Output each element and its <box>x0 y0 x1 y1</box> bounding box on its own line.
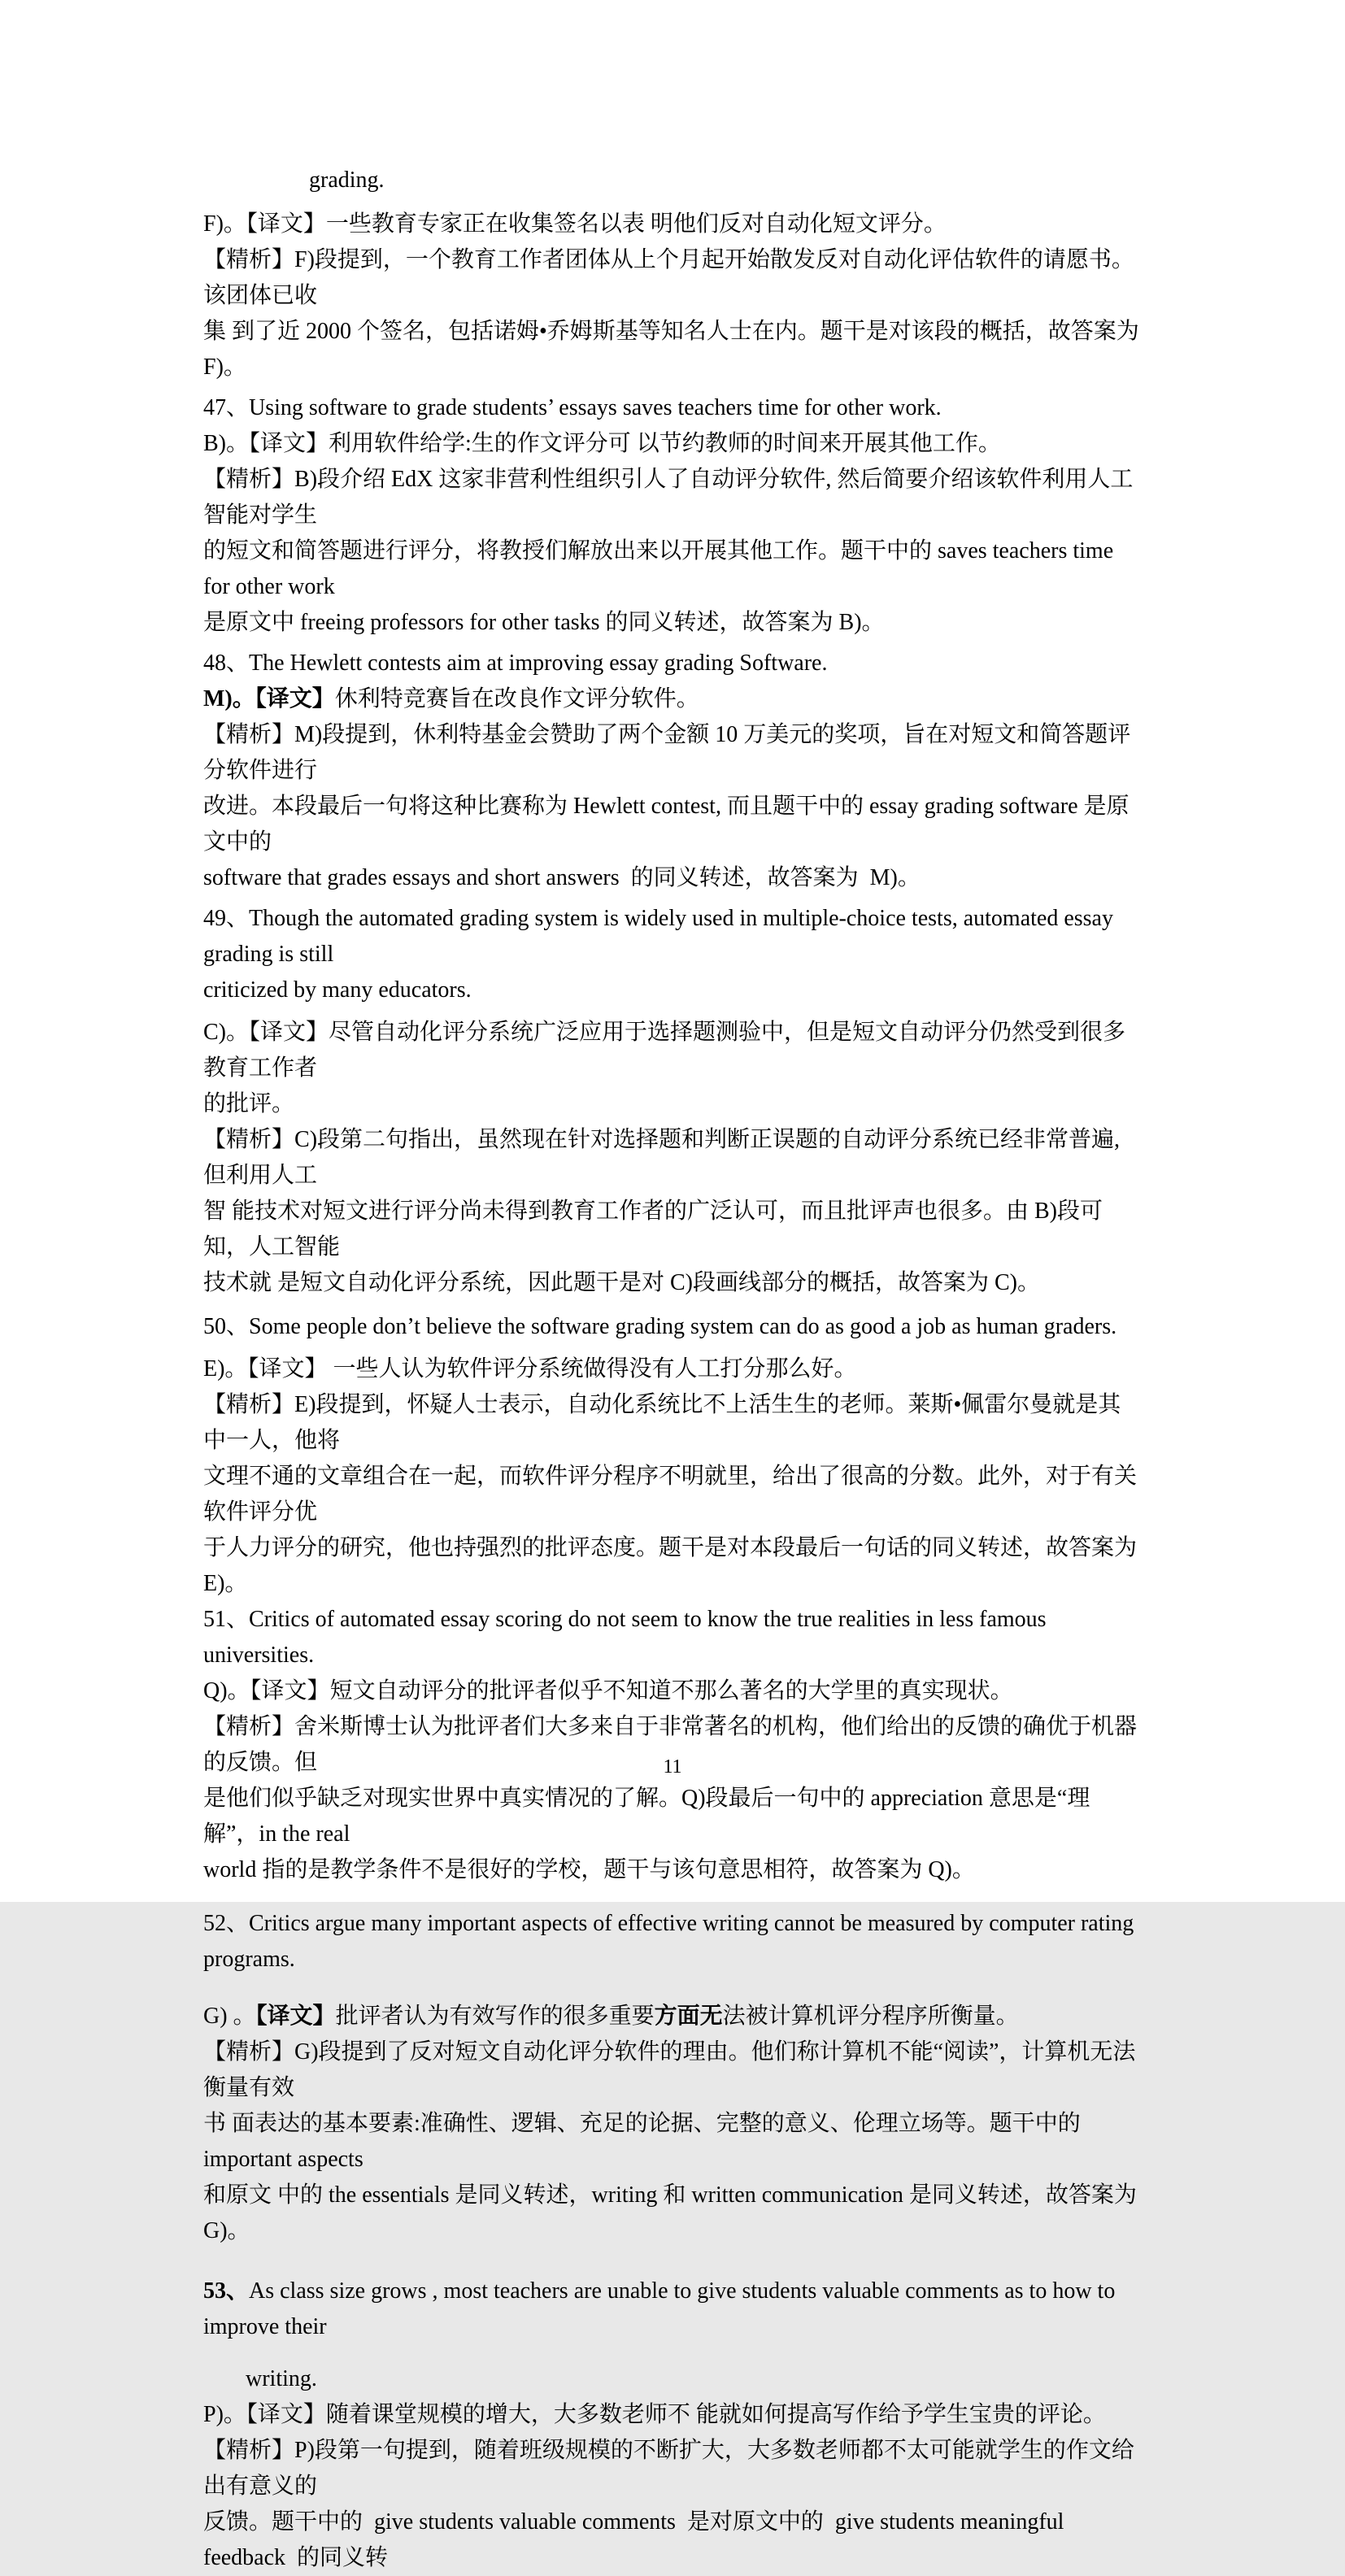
text-segment: 书 面表达的基本要素:准确性、逻辑、充足的论据、完整的意义、伦理立场等。题干中的 important aspects <box>203 2111 1086 2172</box>
text-segment: world 指的是教学条件不是很好的学校，题干与该句意思相符，故答案为 Q)。 <box>203 1857 975 1882</box>
text-segment: 和原文 中的 the essentials 是同义转述，writing 和 written communication 是同义转述，故答案为 G)。 <box>203 2182 1143 2243</box>
text-line <box>203 2178 1143 2249</box>
document-body <box>203 163 1143 2576</box>
text-segment: writing. <box>246 2366 317 2391</box>
text-segment: 休利特竞赛旨在改良作文评分软件。 <box>334 686 699 711</box>
text-segment-bold: 【译文】 <box>255 2004 336 2029</box>
text-segment: Q)。 <box>203 1678 250 1704</box>
text-line <box>203 390 1143 426</box>
text-segment: M)段提到，休利特基金会赞助了两个金额 10 万美元的奖项，旨在对短文和简答题评分软件进行 <box>203 722 1131 783</box>
text-line <box>203 2106 1143 2178</box>
text-line <box>203 163 1143 198</box>
text-segment: 【精析】 <box>203 1127 295 1152</box>
text-line <box>203 646 1143 681</box>
text-segment: software that grades essays and short answers 的同义转述，故答案为 M)。 <box>203 865 921 890</box>
text-line <box>203 1265 1143 1301</box>
text-line <box>203 1015 1143 1086</box>
text-line <box>203 1852 1143 1888</box>
text-line <box>203 1906 1143 1978</box>
text-line <box>203 1999 1143 2034</box>
text-line <box>203 426 1143 462</box>
text-segment: 51、Critics of automated essay scoring do not seem to know the true realities in less famous universities. <box>203 1607 1052 1668</box>
text-segment: 【精析】 <box>203 722 295 747</box>
text-segment: F)。 <box>203 211 246 237</box>
text-segment: 【精析】 <box>203 1714 295 1739</box>
text-segment: 舍米斯博士认为批评者们大多来自于非常著名的机构，他们给出的反馈的确优于机器的反馈。但 <box>203 1714 1138 1775</box>
text-segment: 【精析】 <box>203 2438 295 2463</box>
text-segment: C)段第二句指出，虽然现在针对选择题和判断正误题的自动评分系统已经非常普遍, 但利用人工 <box>203 1127 1126 1188</box>
text-segment: 【译文】 <box>247 1356 328 1382</box>
text-segment: 智 能技术对短文进行评分尚未得到教育工作者的广泛认可，而且批评声也很多。由 B)段可知，人工智能 <box>203 1199 1103 1260</box>
text-line <box>203 2504 1143 2576</box>
text-segment: 是他们似乎缺乏对现实世界中真实情况的了解。Q)段最后一句中的 appreciation 意思是“理解”，in the real <box>203 1786 1090 1847</box>
text-segment: 48、The Hewlett contests aim at improving essay grading Software. <box>203 651 828 676</box>
text-segment-bold: M)。【译文】 <box>203 686 335 711</box>
text-segment: B)段介绍 EdX 这家非营利性组织引人了自动评分软件, 然后简要介绍该软件利用人工智能对学生 <box>203 467 1134 528</box>
text-segment: 的批评。 <box>203 1091 295 1116</box>
text-segment: 的短文和简答题进行评分，将教授们解放出来以开展其他工作。题干中的 saves teachers time for other work <box>203 538 1120 599</box>
text-segment-bold: 53、 <box>203 2278 250 2304</box>
text-line <box>203 242 1143 314</box>
text-segment: B)。 <box>203 431 250 456</box>
text-segment: 随着课堂规模的增大，大多数老师不 能就如何提高写作给予学生宝贵的评论。 <box>325 2402 1106 2427</box>
text-line <box>203 1387 1143 1459</box>
text-line <box>203 2034 1143 2106</box>
text-segment: 文理不通的文章组合在一起，而软件评分程序不明就里，给出了很高的分数。此外，对于有关软件评分优 <box>203 1464 1138 1525</box>
text-segment: 技术就 是短文自动化评分系统，因此题干是对 C)段画线部分的概括，故答案为 C)。 <box>203 1270 1041 1295</box>
text-line <box>203 1194 1143 1265</box>
page-number: 11 <box>663 1756 682 1778</box>
text-line <box>203 2361 1143 2397</box>
text-line <box>203 1602 1143 1673</box>
text-segment: As class size grows , most teachers are unable to give students valuable comments as to how to improve their <box>203 2278 1121 2339</box>
text-line <box>203 901 1143 973</box>
text-segment: 是原文中 freeing professors for other tasks 的同义转述，故答案为 B)。 <box>203 610 885 635</box>
text-segment: 【精析】 <box>203 1392 295 1417</box>
text-segment: 52、Critics argue many important aspects of effective writing cannot be measured by computer rating programs. <box>203 1911 1140 1972</box>
text-line <box>203 1530 1143 1602</box>
text-line <box>203 2274 1143 2345</box>
text-segment: 【精析】 <box>203 467 295 492</box>
text-line <box>203 789 1143 860</box>
text-line <box>203 462 1143 533</box>
text-segment: 【译文】 <box>246 2402 326 2427</box>
text-segment: 批评者认为有效写作的很多重要 <box>335 2004 655 2029</box>
text-line <box>203 207 1143 242</box>
text-segment: G)段提到了反对短文自动化评分软件的理由。他们称计算机不能“阅读”，计算机无法衡量有效 <box>203 2039 1136 2100</box>
text-line <box>203 717 1143 789</box>
text-line <box>203 1351 1143 1387</box>
text-line <box>203 533 1143 605</box>
text-segment: P)。 <box>203 2402 246 2427</box>
text-segment: 【精析】 <box>203 2039 295 2065</box>
text-line <box>203 973 1143 1008</box>
text-segment: 短文自动评分的批评者似乎不知道不那么著名的大学里的真实现状。 <box>329 1678 1013 1704</box>
text-segment: 利用软件给学:生的作文评分可 以节约教师的时间来开展其他工作。 <box>329 431 1001 456</box>
text-segment: 【精析】 <box>203 247 295 272</box>
text-line <box>203 1673 1143 1709</box>
text-segment: criticized by many educators. <box>203 977 472 1003</box>
text-segment: P)段第一句提到，随着班级规模的不断扩大，大多数老师都不太可能就学生的作文给出有意义的 <box>203 2438 1134 2499</box>
text-line <box>203 1086 1143 1122</box>
text-line <box>203 681 1143 717</box>
text-segment: 【译文】 <box>246 211 326 237</box>
text-segment: 尽管自动化评分系统广泛应用于选择题测验中，但是短文自动评分仍然受到很多教育工作者 <box>203 1020 1126 1081</box>
text-line <box>203 1459 1143 1530</box>
text-segment: F)段提到，一个教育工作者团体从上个月起开始散发反对自动化评估软件的请愿书。该团体已收 <box>203 247 1134 308</box>
text-segment: 反馈。题干中的 give students valuable comments 是对原文中的 give students meaningful feedback 的同义转 <box>203 2509 1070 2570</box>
text-line <box>203 605 1143 641</box>
text-segment: 【译文】 <box>249 1020 329 1045</box>
text-line <box>203 2433 1143 2504</box>
text-segment: 集 到了近 2000 个签名，包括诺姆•乔姆斯基等知名人士在内。题干是对该段的概括，故答案为 F)。 <box>203 319 1145 380</box>
text-segment: E)段提到，怀疑人士表示，自动化系统比不上活生生的老师。莱斯•佩雷尔曼就是其中一人，他将 <box>203 1392 1121 1453</box>
text-segment: 【译文】 <box>250 1678 330 1704</box>
text-segment: 一些教育专家正在收集签名以表 明他们反对自动化短文评分。 <box>325 211 947 237</box>
text-segment: 50、Some people don’t believe the software grading system can do as good a job as human graders. <box>203 1314 1117 1339</box>
text-line <box>203 314 1143 385</box>
text-line <box>203 860 1143 896</box>
text-line <box>203 2397 1143 2433</box>
text-segment: 于人力评分的研究，他也持强烈的批评态度。题干是对本段最后一句话的同义转述，故答案为 E)。 <box>203 1535 1143 1596</box>
text-segment: C)。 <box>203 1020 250 1045</box>
text-line <box>203 1122 1143 1194</box>
text-segment: grading. <box>309 168 385 193</box>
text-segment: 改进。本段最后一句将这种比赛称为 Hewlett contest, 而且题干中的 essay grading software 是原文中的 <box>203 794 1130 855</box>
text-segment: E)。 <box>203 1356 248 1382</box>
text-segment: 法被计算机评分程序所衡量。 <box>722 2004 1019 2029</box>
text-segment-bold: 方面无 <box>654 2004 723 2029</box>
text-segment: G) 。 <box>203 2004 256 2029</box>
text-segment: 47、Using software to grade students’ essays saves teachers time for other work. <box>203 395 942 420</box>
text-segment: 【译文】 <box>249 431 329 456</box>
text-segment: 49、Though the automated grading system is widely used in multiple-choice tests, automated essay grading is still <box>203 906 1119 967</box>
text-line <box>203 1781 1143 1852</box>
text-segment: 一些人认为软件评分系统做得没有人工打分那么好。 <box>327 1356 857 1382</box>
text-line <box>203 1309 1143 1345</box>
